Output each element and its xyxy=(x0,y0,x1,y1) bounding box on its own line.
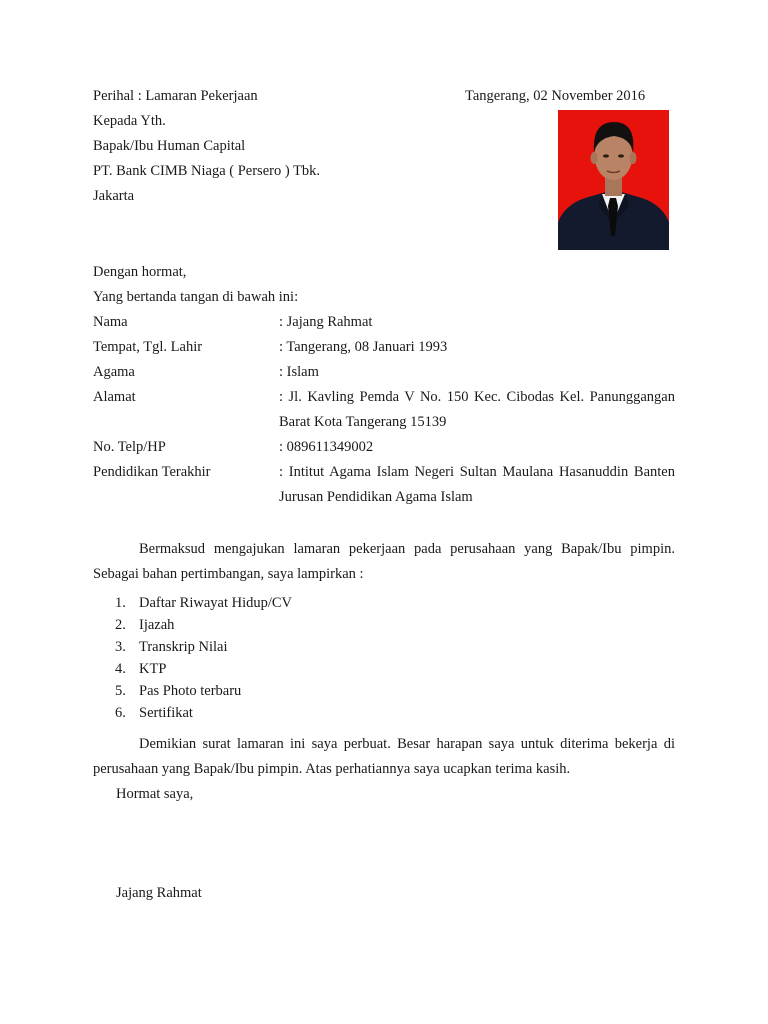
field-label: Agama xyxy=(93,364,135,380)
intro-line: Yang bertanda tangan di bawah ini: xyxy=(93,289,299,305)
field-label: Alamat xyxy=(93,389,136,405)
recipient-line-3: PT. Bank CIMB Niaga ( Persero ) Tbk. xyxy=(93,163,321,179)
recipient-line-1: Kepada Yth. xyxy=(93,113,166,129)
attachment-list xyxy=(115,592,292,724)
list-item xyxy=(115,592,292,614)
list-text: Transkrip Nilai xyxy=(139,639,228,655)
body-paragraph: Bermaksud mengajukan lamaran pekerjaan pada perusahaan yang Bapak/Ibu pimpin. Sebagai bahan pertimbangan, saya lampirkan : xyxy=(93,541,675,582)
passport-photo xyxy=(558,110,669,250)
sign-off: Hormat saya, xyxy=(116,786,194,802)
list-item xyxy=(115,702,292,724)
list-number: 1. xyxy=(115,595,126,611)
field-label: Tempat, Tgl. Lahir xyxy=(93,339,203,355)
list-number: 6. xyxy=(115,705,126,721)
person-portrait-icon xyxy=(558,110,669,250)
greeting: Dengan hormat, xyxy=(93,264,187,280)
recipient-line-4: Jakarta xyxy=(93,188,135,204)
list-item xyxy=(115,614,292,636)
field-value: : 089611349002 xyxy=(279,439,374,455)
field-value: : Jajang Rahmat xyxy=(279,314,373,330)
field-value: : Intitut Agama Islam Negeri Sultan Maulana Hasanuddin Banten Jurusan Pendidikan Agama Islam xyxy=(279,464,675,505)
closing-paragraph: Demikian surat lamaran ini saya perbuat. Besar harapan saya untuk diterima bekerja di perusahaan yang Bapak/Ibu pimpin. Atas perhatiannya saya ucapkan terima kasih. xyxy=(93,736,675,777)
field-value: : Tangerang, 08 Januari 1993 xyxy=(279,339,448,355)
list-text: Ijazah xyxy=(139,617,175,633)
list-item xyxy=(115,658,292,680)
list-number: 2. xyxy=(115,617,126,633)
list-number: 4. xyxy=(115,661,126,677)
field-label: Pendidikan Terakhir xyxy=(93,464,211,480)
field-value: : Islam xyxy=(279,364,319,380)
field-label: Nama xyxy=(93,314,128,330)
list-item xyxy=(115,636,292,658)
field-label: No. Telp/HP xyxy=(93,439,166,455)
signature-name: Jajang Rahmat xyxy=(116,885,202,901)
list-text: Daftar Riwayat Hidup/CV xyxy=(139,595,293,611)
list-text: Pas Photo terbaru xyxy=(139,683,242,699)
list-text: KTP xyxy=(139,661,167,677)
recipient-line-2: Bapak/Ibu Human Capital xyxy=(93,138,246,154)
subject-line: Perihal : Lamaran Pekerjaan xyxy=(93,88,258,104)
list-number: 5. xyxy=(115,683,126,699)
list-text: Sertifikat xyxy=(139,705,193,721)
list-item xyxy=(115,680,292,702)
letter-date: Tangerang, 02 November 2016 xyxy=(465,88,646,104)
field-value: : Jl. Kavling Pemda V No. 150 Kec. Cibodas Kel. Panunggangan Barat Kota Tangerang 15139 xyxy=(279,389,675,430)
list-number: 3. xyxy=(115,639,126,655)
